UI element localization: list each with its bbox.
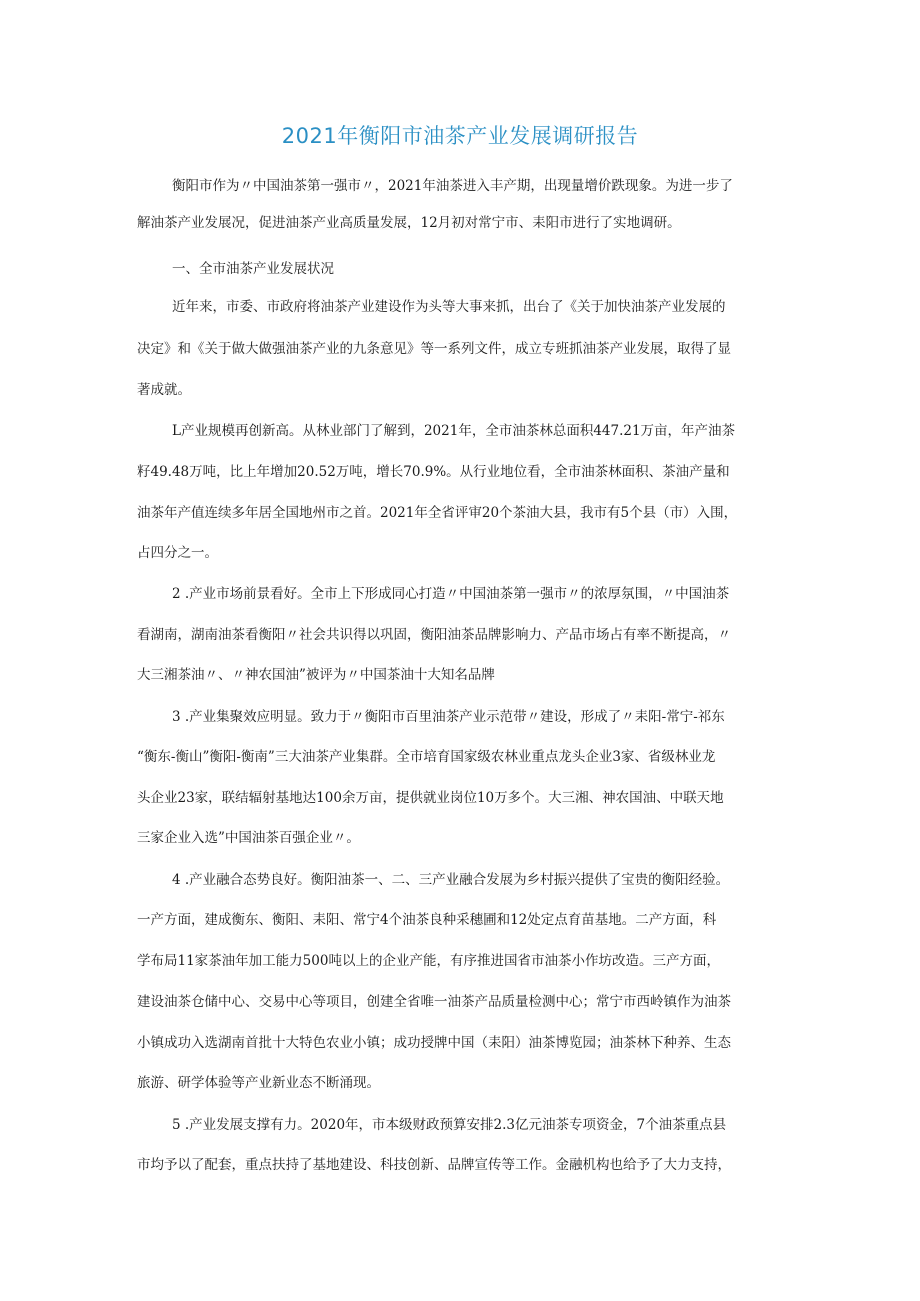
paragraph-line: 近年来，市委、市政府将油茶产业建设作为头等大事来抓，出台了《关于加快油茶产业发展的: [172, 299, 726, 315]
paragraph-line: 建设油茶仓储中心、交易中心等项目，创建全省唯一油茶产品质量检测中心；常宁市西岭镇作为油茶: [137, 994, 731, 1010]
paragraph-line: 决定》和《关于做大做强油茶产业的九条意见》等一系列文件，成立专班抓油茶产业发展，取得了显: [137, 341, 731, 357]
paragraph-line: 占四分之一。: [137, 545, 218, 561]
paragraph-line: 5 .产业发展支撑有力。2020年，市本级财政预算安排2.3亿元油茶专项资金，7个油茶重点县: [172, 1117, 727, 1133]
paragraph-line: 3 .产业集聚效应明显。致力于〃衡阳市百里油茶产业示范带〃建设，形成了〃耒阳-常宁-祁东: [172, 709, 725, 725]
paragraph-line: 旅游、研学体验等产业新业态不断涌现。: [137, 1075, 380, 1091]
paragraph-line: 看湖南，湖南油茶看衡阳〃社会共识得以巩固，衡阳油茶品牌影响力、产品市场占有率不断提高，〃: [137, 627, 731, 643]
paragraph-line: 学布局11家茶油年加工能力500吨以上的企业产能，有序推进国省市油茶小作坊改造。三产方面，: [137, 953, 720, 969]
section-heading: 一、全市油茶产业发展状况: [172, 261, 334, 277]
paragraph-line: 衡阳市作为〃中国油茶第一强市〃，2021年油茶进入丰产期，出现量增价跌现象。为进一步了: [172, 178, 733, 194]
paragraph-line: 三家企业入选”中国油茶百强企业〃。: [137, 830, 360, 846]
paragraph-line: 解油茶产业发展况，促进油茶产业高质量发展，12月初对常宁市、耒阳市进行了实地调研。: [137, 215, 681, 231]
paragraph-line: 著成就。: [137, 382, 191, 398]
paragraph-line: 2 .产业市场前景看好。全市上下形成同心打造〃中国油茶第一强市〃的浓厚氛围，〃中国油茶: [172, 586, 730, 602]
paragraph-line: 油茶年产值连续多年居全国地州市之首。2021年全省评审20个茶油大县，我市有5个县（市）入围，: [137, 505, 738, 521]
paragraph-line: 小镇成功入选湖南首批十大特色农业小镇；成功授牌中国（耒阳）油茶博览园；油茶林下种养、生态: [137, 1035, 731, 1051]
paragraph-line: “衡东-衡山”衡阳-衡南”三大油茶产业集群。全市培育国家级农林业重点龙头企业3家、省级林业龙: [137, 749, 716, 765]
paragraph-line: 4 .产业融合态势良好。衡阳油茶一、二、三产业融合发展为乡村振兴提供了宝贵的衡阳经验。: [172, 872, 730, 888]
document-title: 2021年衡阳市油茶产业发展调研报告: [281, 124, 639, 148]
paragraph-line: 籽49.48万吨，比上年增加20.52万吨，增长70.9%。从行业地位看，全市油茶林面积、茶油产量和: [137, 464, 730, 480]
paragraph-line: 一产方面，建成衡东、衡阳、耒阳、常宁4个油茶良种采穗圃和12处定点育苗基地。二产方面，科: [137, 912, 717, 928]
paragraph-line: L产业规模再创新高。从林业部门了解到，2021年，全市油茶林总面积447.21万亩，年产油茶: [172, 423, 736, 439]
paragraph-line: 大三湘茶油〃、〃神农国油”被评为〃中国茶油十大知名品牌: [137, 667, 495, 683]
paragraph-line: 头企业23家，联结辐射基地达100余万亩，提供就业岗位10万多个。大三湘、神农国油、中联天地: [137, 790, 724, 806]
paragraph-line: 市均予以了配套，重点扶持了基地建设、科技创新、品牌宣传等工作。金融机构也给予了大力支持，: [137, 1157, 731, 1173]
